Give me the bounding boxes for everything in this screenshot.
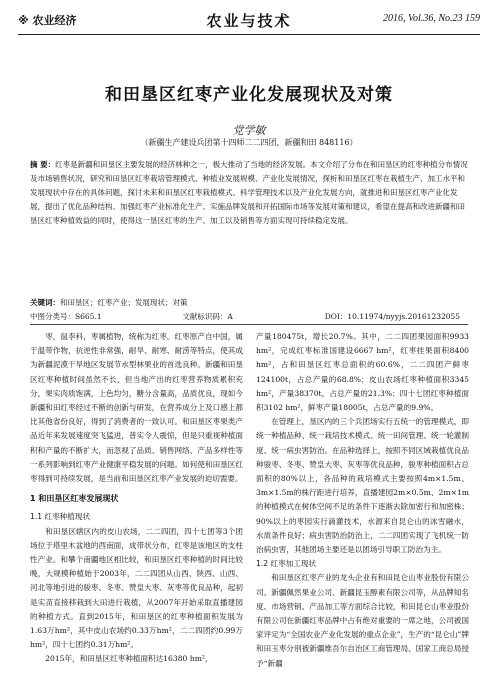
abstract-rule — [30, 324, 468, 325]
journal-name: 农业与技术 — [206, 12, 292, 30]
section-tag: ※ 农业经济 — [18, 14, 77, 27]
abstract-text: 红枣是新疆和田垦区主要发展的经济林种之一，极大推动了当地的经济发展。本文介绍了分布在和田垦区的红枣种植分布情况及市场销售状况，研究和田垦区红枣栽培管理模式、种植业发展规模、产业化发展情况，探析和田垦区红枣在栽植生产、加工水平和发展现状中存在的具体问题，探讨未来和田垦区红枣栽植模式、科学管理技术以及产业化发展方向，就推进和田垦区红枣产业化发展，提出了优化品种结构、加强红枣产业标准化生产、实施品牌发展和开拓国际市场等发展对策和建议，希望在提高和改进新疆和田垦区红枣种植效益的同时，使得这一垦区红枣的生产、加工以及销售等方面实现可持续稳定发展。 — [30, 160, 468, 226]
header-rule — [18, 34, 480, 35]
article-title: 和田垦区红枣产业化发展现状及对策 — [105, 85, 393, 105]
abstract-label: 摘 要： — [30, 160, 56, 169]
paragraph: 产量180475t，增长20.7%。其中，二二四团果园面积9933 hm²，完成红枣标准国建设6667 hm²，红枣挂果面积8400 hm²，占和田垦区红枣总面积的60.6%，二二四团产鲜枣124100t，占总产量的68.8%；皮山农场红枣种植面积3345 hm²，产量38370t，占总产量的21.3%；四十七团红枣种植面积3102 hm²，鲜枣产量18005t，占总产量的9.9%。 — [256, 332, 469, 413]
clc-number: 中图分类号：S665.1 — [30, 312, 102, 321]
paragraph: 和田垦区红枣产业的龙头企业有和田昆仑山枣业股份有限公司、新疆佩然果业公司、新疆昆玉醇素有限公司等，从品牌知名度、市场营销、产品加工等方面综合比较，和田昆仑山枣业股份有限公司在新疆红枣品牌中占有绝对重要的一席之地，公司被国家评定为“全国农业产业化发展的重点企业”，生产的“昆仑山”牌和田玉枣分别被新疆维吾尔自治区工商管理局、国家工商总局授予“新疆 — [256, 573, 469, 668]
left-column — [30, 330, 243, 667]
subsection-heading: 1.2 红枣加工现状 — [256, 559, 317, 569]
document-code: 文献标识码：A — [182, 312, 233, 321]
issue-info: 2016, Vol.36, No.23 159 — [383, 13, 480, 24]
keywords-text: 和田垦区；红枣产业；发展现状；对策 — [60, 298, 188, 307]
right-column — [256, 330, 469, 671]
keywords-label: 关键词： — [30, 298, 60, 307]
affiliation: （新疆生产建设兵团第十四师二二四团，新疆和田 848116） — [140, 138, 358, 147]
paragraph: 枣，鼠李科，枣属植物，统称为红枣。红枣原产自中国，属于温带作物，抗逆性非常强，耐旱、耐寒、耐涝等特点，使其成为新疆泥漠干旱地区发展节水型林果业的首选良种。新疆和田垦区红枣种植时间虽然不长，但当地产出的红枣营养物质累积充分，果实肉质饱满，上色均匀，糖分含量高，品质优良，现如今新疆和田红枣经过不断的创新与研发，在营养成分上及口感上都比其他省份良好，得到了消费者的一致认可。和田垦区枣果类产品近年来发展速度突飞猛进，普实令人震惊，但是只重视种植面积和产量的不断扩大，而忽视了品质、销售网络、产品多样性等一系列影响到红枣产业健康平稳发展的问题。如何使和田垦区红枣得到可持续发展，是当前和田垦区红枣产业发展的迫切需要。 — [30, 332, 243, 484]
paragraph: 2015年，和田垦区红枣种植面积达16380 hm²， — [45, 654, 213, 664]
subsection-heading: 1.1 红枣种植现状 — [30, 512, 91, 522]
keywords — [30, 297, 188, 308]
doi: DOI：10.11974/nyyjs.20161232055 — [324, 312, 461, 321]
abstract — [30, 158, 468, 228]
running-header — [18, 10, 480, 32]
paragraph: 在管理上，垦区内的三个兵团场实行五统一的管理模式，即统一种植品种、统一栽培技术模式、统一田间管理、统一轮灌制度、统一病虫害防治。在品种选择上，按照不同区域栽植优良品种骏枣、冬枣、赞皇大枣、灰枣等优良品种，骏枣种植面积占总面积的80%以上，各品种的栽培模式主要按照4m×1.5m、3m×1.5m的株行距进行培养，直播建园2m×0.5m、2m×1m的种植模式在树体空间不足的条件下逐渐去除加密行和加密株；90%以上的枣园实行滴灌技术，水源来自昆仑山的冰雪融水，水质条件良好；病虫害防治防治上，二二四团实现了飞机统一防治病虫害，其他团场主要还是以团场引导职工防治为主。 — [256, 417, 469, 555]
classification-line — [30, 311, 468, 322]
paragraph: 和田垦区辖区内的皮山农场，二二四团，四十七团等3个团场位于塔里木盆地的西南面，成带状分布，红枣是该地区的支柱性产业。和攀个南疆地区相比较，和田垦区红枣种植的时间比较晚，大规模种植始于2003年，二二四团从山西、陕西、山西、河北等地引进的骏枣、冬枣、赞皇大枣、灰枣等优良品种，起初是实苗直接移栽到大田进行栽植，从2007年开始采取直播建园的种植方式。直到2015年，和田垦区的红枣种植面积发展为1.63万hm²，其中皮山农场约0.33万hm²，二二四团约0.99万hm²，四十七团约0.31万hm²。 — [30, 526, 243, 650]
author: 党学敏 — [232, 124, 266, 137]
section-heading: 1 和田垦区红枣发展现状 — [30, 494, 119, 504]
